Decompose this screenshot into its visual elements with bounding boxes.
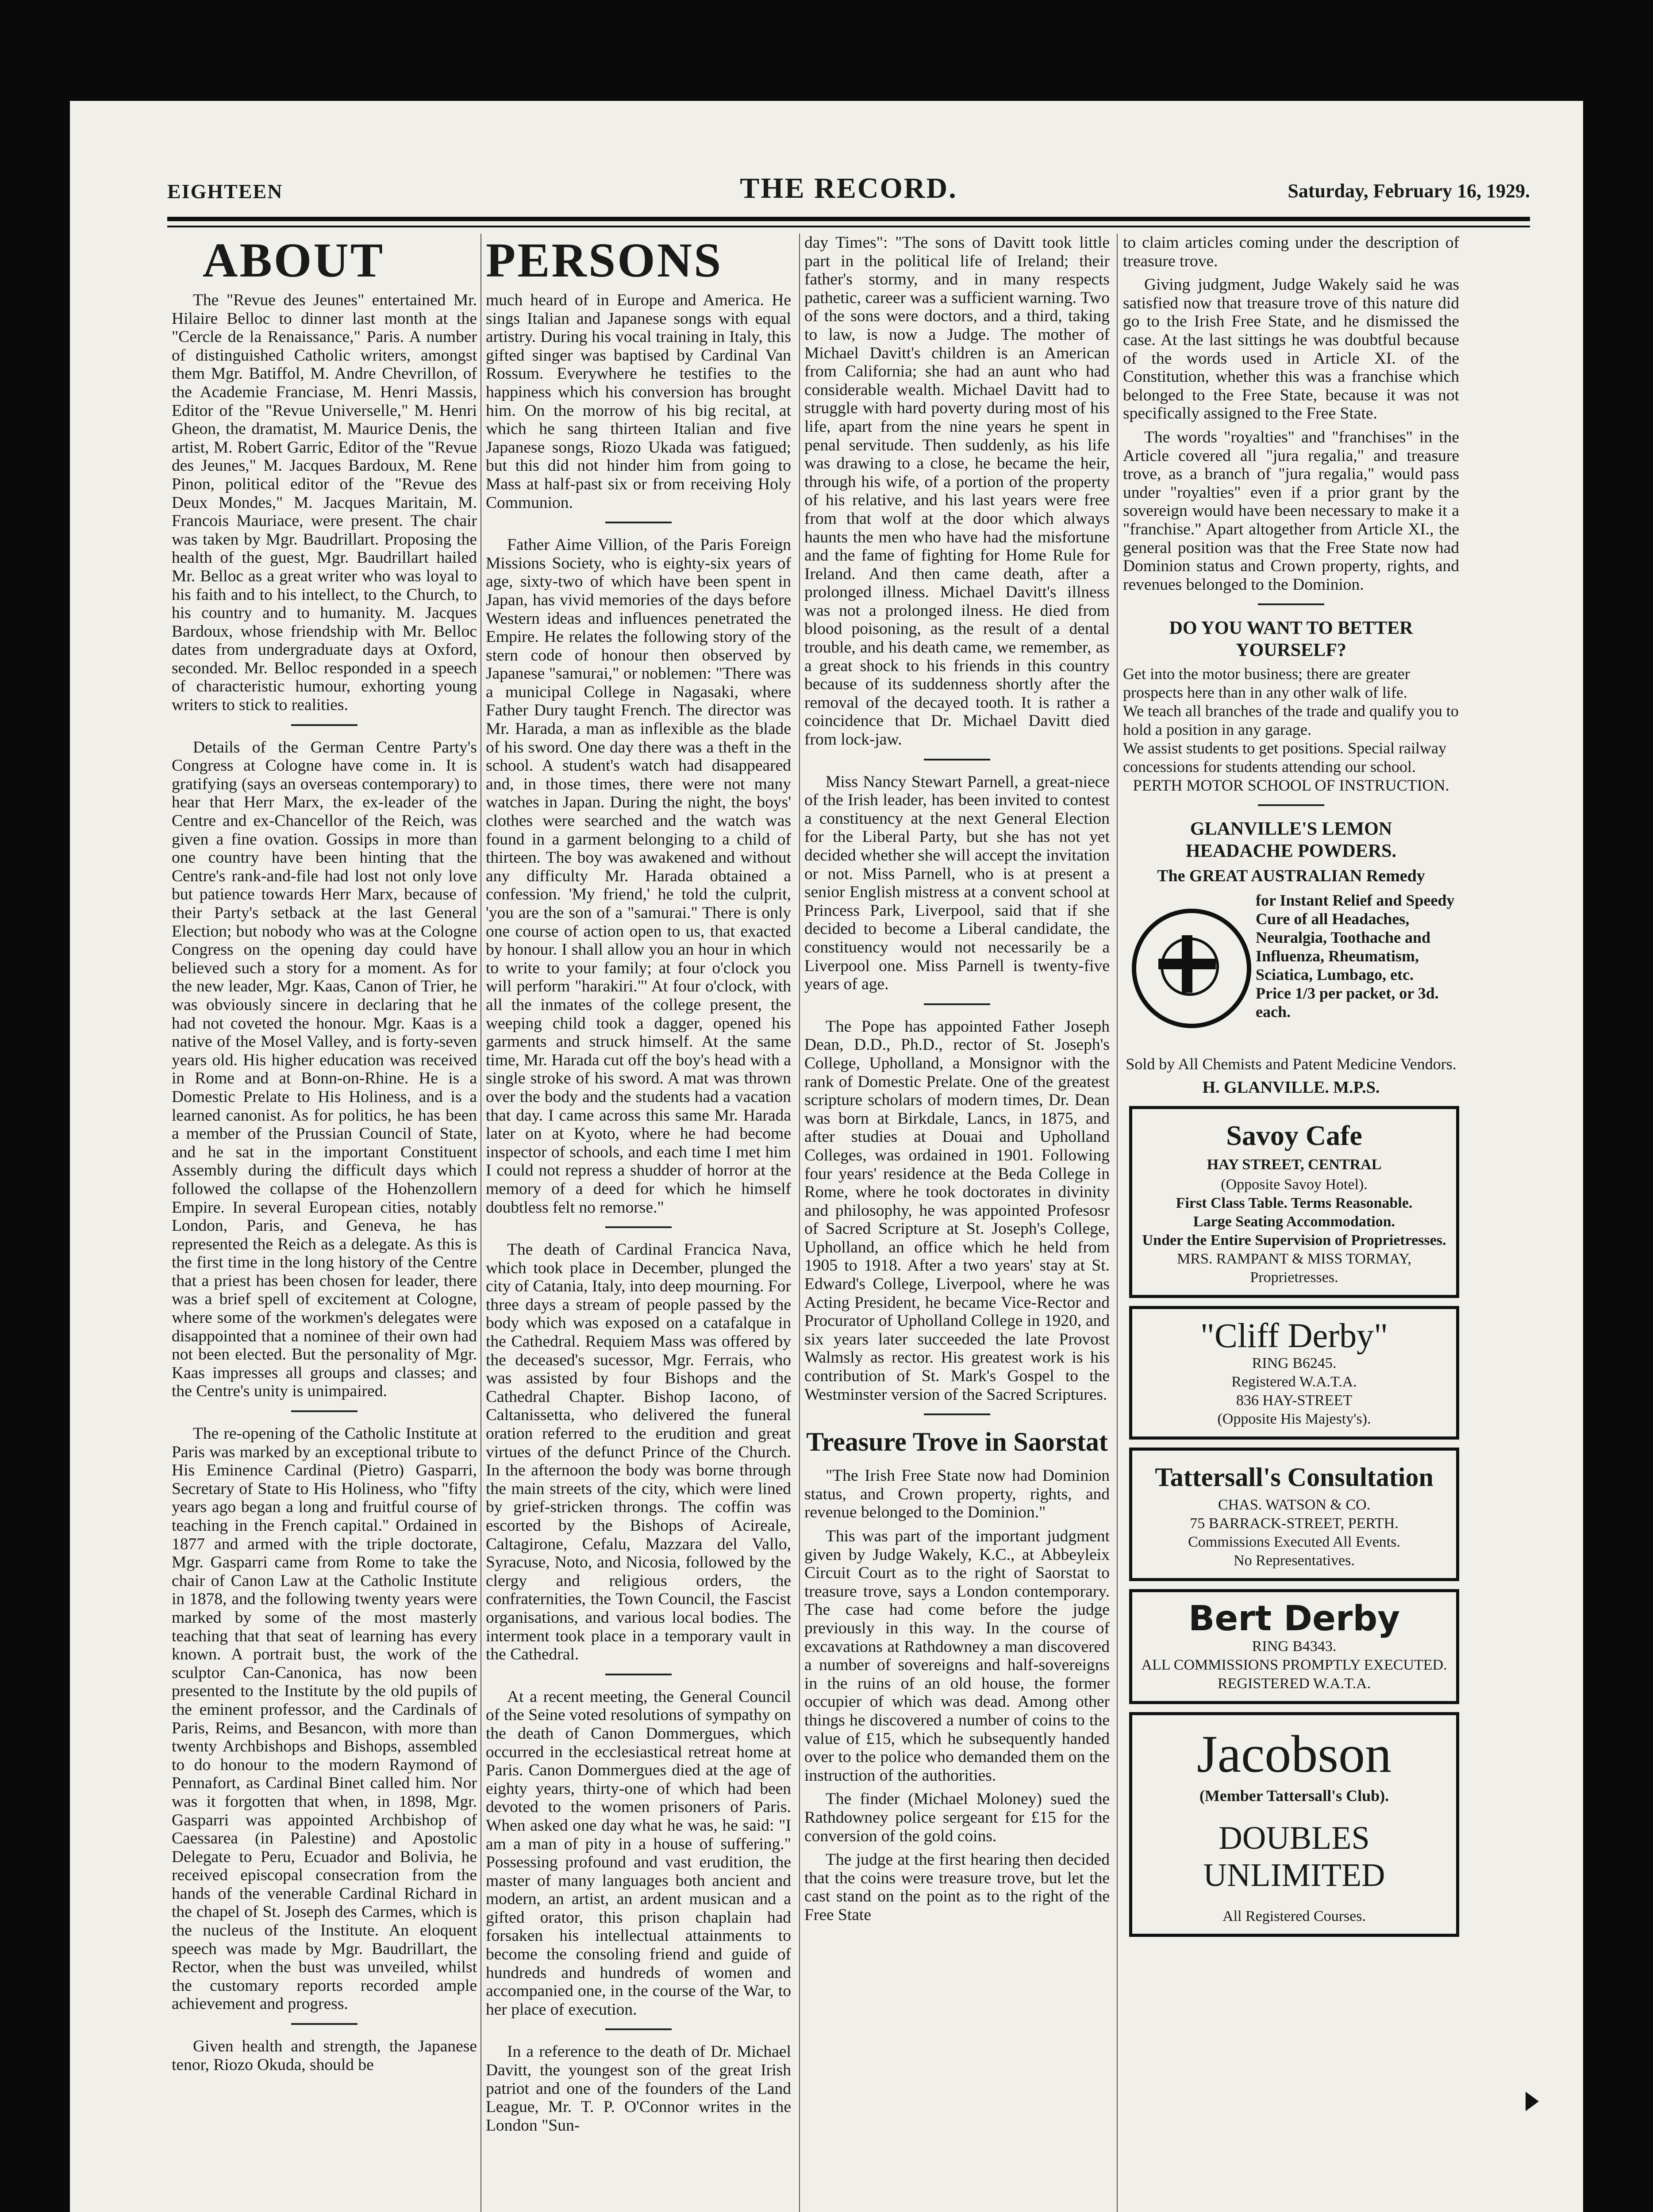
lemon-ad-maker: H. GLANVILLE. M.P.S. — [1202, 1078, 1380, 1097]
separator — [924, 1003, 990, 1005]
paragraph-parnell: Miss Nancy Stewart Parnell, a great-niece of the Irish leader, has been invited to contest a constituency at the next General Election for the Liberal Party, but she has not yet decided whether she will accept the invitation or not. Miss Parnell, who is at present a senior English mistress at a convent school at Princess Park, Liverpool, said that if she decided to become a Liberal candidate, the constituency would not necessarily be a Liverpool one. Miss Parnell is twenty-five years of age. — [804, 772, 1110, 994]
lemon-ad-subheading: The GREAT AUSTRALIAN Remedy — [1157, 867, 1425, 886]
savoy-line: Under the Entire Supervision of Proprietresses. — [1142, 1232, 1446, 1249]
savoy-line: Large Seating Accommodation. — [1193, 1214, 1395, 1230]
paragraph-davitt: day Times": "The sons of Davitt took little part in the political life of Ireland; their father's stormy, and in many respects pathetic, career was a sufficient warning. Two of the sons were doctors, and a third, taking to law, is now a Judge. The mother of Michael Davitt's children is an American from California; she had an aunt who had considerable wealth. Michael Davitt had to struggle with hard poverty during most of his life, apart from the nine years he spent in penal servitude. Then suddenly, as his life was drawing to a close, he became the heir, through his wife, of a portion of the property of his relative, and his last years were free from that wolf at the door which always haunts the men who have had the misfortune and the fame of fighting for Home Rule for Ireland. And then came death, after a prolonged illness. Michael Davitt's illness was not a prolonged ilness. He died from blood poisoning, as the result of a dental trouble, and his death came, we remember, as a great shock to his friends in this country because of its suddenness shortly after the removal of the decayed tooth. It is rather a coincidence that Dr. Michael Davitt died from lock-jaw. — [804, 234, 1110, 749]
page-number: EIGHTEEN — [167, 180, 283, 203]
paragraph-treasure-5: to claim articles coming under the description of treasure trove. — [1123, 234, 1459, 270]
bert-line: REGISTERED W.A.T.A. — [1218, 1675, 1371, 1692]
lemon-powders-ad — [1123, 818, 1459, 1098]
paragraph-treasure-1: "The Irish Free State now had Dominion status, and Crown property, rights, and revenue belonged to the Dominion." — [804, 1467, 1110, 1522]
bert-line: RING B4343. — [1252, 1638, 1337, 1655]
separator — [1258, 804, 1324, 806]
tattersall-line: No Representatives. — [1234, 1552, 1355, 1569]
header-rule-thin — [167, 226, 1530, 227]
lemon-ad-body — [1123, 891, 1459, 1050]
paragraph-treasure-7: The words "royalties" and "franchises" in the Article covered all "jura regalia," and treasure trove, as a branch of "jura regalia," would pass under "royalties" even if a prior grant by the sovereign would have been necessary to make it a "franchise." Apart altogether from Article XI., the general position was that the Free State now had Dominion status and Crown property, rights, and revenues belonged to the Dominion. — [1123, 428, 1459, 594]
separator — [924, 1413, 990, 1415]
paragraph-centre-party: Details of the German Centre Party's Congress at Cologne have come in. It is gratifying (says an overseas contemporary) to hear that Herr Marx, the ex-leader of the Centre and ex-Chancellor of the Reich, was given a fine ovation. Gossips in more than one country have been hinting that the Centre's rank-and-file had lost not only love but patience towards Herr Marx, because of their Party's setback at the last General Election; but nobody who was at the Cologne Congress on the opening day could have believed such a story for a moment. As for the new leader, Mgr. Kaas, Canon of Trier, he was obviously sincere in declaring that he had not coveted the honour. Mgr. Kaas is a native of the Mosel Valley, and is forty-seven years old. His higher education was received in Rome and at Bonn-on-Rhine. He is a Domestic Prelate to His Holiness, and is a learned canonist. As for politics, he has been a member of the Prussian Council of State, and he sat in the important Constituent Assembly during the difficult days which followed the collapse of the Hohenzollern Empire. In several European cities, notably London, Paris, and Geneva, he has represented the Reich as a delegate. As this is the first time in the long history of the Centre that a priest has been chosen for leader, there was a brief spell of excitement at Cologne, where some of the workmen's delegates were disappointed that a nominee of their own had not been elected. But the personality of Mgr. Kaas impresses all groups and classes; and the Centre's unity is unimpaired. — [172, 738, 477, 1401]
paragraph-dean: The Pope has appointed Father Joseph Dean, D.D., Ph.D., rector of St. Joseph's College, Upholland, a Monsignor with the rank of Domestic Prelate. One of the greatest scripture scholars of modern times, Dr. Dean was born at Birkdale, Lancs, in 1875, and after studies at Douai and Upholland Colleges, was ordained in 1901. Following four years' residence at the Beda College in Rome, where he took doctorates in divinity and philosophy, he was appointed Profesosr of Sacred Scripture at St. Joseph's College, Upholland, an office which he held from 1905 to 1918. After a two years' stay at St. Edward's College, Liverpool, where he was Acting President, he became Vice-Rector and Procurator of Upholland College in 1920, and six years later succeeded the late Provost Walmsly as rector. His greatest work is his contribution of St. Mark's Gospel to the Westminster version of the Sacred Scriptures. — [804, 1017, 1110, 1404]
savoy-cafe-name: Savoy Cafe — [1226, 1120, 1362, 1152]
savoy-cafe-ad — [1129, 1106, 1459, 1298]
jacobson-doubles: DOUBLES — [1219, 1820, 1370, 1857]
lemon-ad-sold: Sold by All Chemists and Patent Medicine Vendors. — [1126, 1055, 1457, 1073]
motor-school-ad — [1123, 618, 1459, 795]
separator — [605, 2028, 672, 2030]
paragraph-treasure-3: The finder (Michael Moloney) sued the Rathdowney police sergeant for £15 for the conversion of the gold coins. — [804, 1790, 1110, 1845]
savoy-line: HAY STREET, CENTRAL — [1207, 1156, 1382, 1173]
lemon-ad-heading-2: HEADACHE POWDERS. — [1185, 841, 1397, 862]
savoy-line: First Class Table. Terms Reasonable. — [1176, 1195, 1413, 1212]
about-persons-title-left: ABOUT — [203, 234, 385, 287]
treasure-trove-headline: Treasure Trove in Saorstat — [806, 1427, 1108, 1457]
separator — [1258, 603, 1324, 605]
paragraph-okuda-start: Given health and strength, the Japanese tenor, Riozo Okuda, should be — [172, 2037, 477, 2074]
cliff-line: 836 HAY-STREET — [1236, 1392, 1353, 1409]
separator — [291, 2023, 358, 2025]
tattersall-line: CHAS. WATSON & CO. — [1218, 1497, 1371, 1513]
paragraph-treasure-2: This was part of the important judgment given by Judge Wakely, K.C., at Abbeyleix Circuit Court as to the right of Saorstat to treasure trove, says a London contemporary. The case had come before the judge previously in this way. In the course of excavations at Rathdowney a man discovered a number of sovereigns and half-sovereigns in the ruins of an old house, the former occupier of which was dead. Among other things he discovered a number of coins to the value of £15, which he subsequently handed over to the police who demanded them on the instruction of the authorities. — [804, 1527, 1110, 1785]
paragraph-nava: The death of Cardinal Francica Nava, which took place in December, plunged the city of Catania, Italy, into deep mourning. For three days a stream of people passed by the body which was exposed on a catafalque in the Cathedral. Requiem Mass was offered by the deceased's sucessor, Mgr. Ferrais, who was assisted by four Bishops and the Cathedral Chapter. Bishop Iacono, of Caltanissetta, who delivered the funeral oration referred to the erudition and great virtues of the defunct Prince of the Church. In the afternoon the body was borne through the main streets of the city, which were lined by grief-stricken throngs. The coffin was escorted by the Bishops of Acireale, Caltagirone, Cefalu, Mazzara del Vallo, Syracuse, Noto, and Nicosia, followed by the clergy and religious orders, the confraternities, the Town Council, the Fascist organisations, and various local bodies. The interment took place in a temporary vault in the Cathedral. — [486, 1240, 791, 1664]
newspaper-page — [70, 101, 1583, 2212]
paragraph-treasure-4: The judge at the first hearing then decided that the coins were treasure trove, but let the cast stand on the point as to the right of the Free State — [804, 1851, 1110, 1924]
separator — [924, 759, 990, 760]
separator — [291, 724, 358, 726]
seal-logo-icon — [1132, 909, 1251, 1028]
savoy-line: MRS. RAMPANT & MISS TORMAY, — [1177, 1251, 1411, 1267]
cliff-line: Registered W.A.T.A. — [1231, 1374, 1357, 1390]
motor-ad-name: PERTH MOTOR SCHOOL OF INSTRUCTION. — [1133, 776, 1449, 795]
motor-ad-heading-2: YOURSELF? — [1236, 640, 1346, 661]
motor-ad-text-1: Get into the motor business; there are greater prospects here than in any other walk of life. — [1123, 665, 1410, 702]
jacobson-name: Jacobson — [1197, 1724, 1392, 1784]
paragraph-okuda: much heard of in Europe and America. He sings Italian and Japanese songs with equal artistry. During his vocal training in Italy, this gifted singer was baptised by Cardinal Van Rossum. Everywhere he testifies to the happiness which his conversion has brought him. On the morrow of his big recital, at which he sang thirteen Italian and five Japanese songs, Riozo Ukada was fatigued; but this did not hinder him from going to Mass at half-past six or from receiving Holy Communion. — [486, 291, 791, 512]
paragraph-davitt-start: In a reference to the death of Dr. Michael Davitt, the youngest son of the great Irish patriot and one of the founders of the Land League, Mr. T. P. O'Connor writes in the London "Sun- — [486, 2043, 791, 2135]
lemon-ad-heading: GLANVILLE'S LEMON — [1190, 819, 1392, 840]
cliff-line: RING B6245. — [1252, 1355, 1337, 1372]
cliff-derby-ad — [1129, 1306, 1459, 1440]
column-3 — [804, 234, 1110, 2212]
bert-derby-ad — [1129, 1589, 1459, 1704]
paragraph-treasure-6: Giving judgment, Judge Wakely said he was satisfied now that treasure trove of this nature did go to the Irish Free State, and he dismissed the case. At the last sittings he was doubtful because of the words used in Article XI. of the Constitution, whether this was a franchise which belonged to the Free State, because it was not specifically assigned to the Free State. — [1123, 276, 1459, 423]
paragraph-dommergues: At a recent meeting, the General Council of the Seine voted resolutions of sympathy on the death of Canon Dommergues, which occurred in the ecclesiastical retreat home at Paris. Canon Dommergues died at the age of eighty years, thirty-one of which had been devoted to the women prisoners of Paris. When asked one day what he was, he said: "I am a man of pity in a house of suffering." Possessing profound and vast erudition, the master of many languages both ancient and modern, an artist, an ardent musican and a gifted orator, this prison chaplain had forsaken his intellectual attainments to become the consoling friend and guide of hundreds and hundreds of women and accompanied one, in the course of the War, to her place of execution. — [486, 1687, 791, 2019]
jacobson-unlimited: UNLIMITED — [1203, 1857, 1385, 1894]
separator — [291, 1410, 358, 1412]
tattersall-line: Commissions Executed All Events. — [1188, 1534, 1400, 1551]
tattersall-name: Tattersall's Consultation — [1155, 1463, 1434, 1492]
paragraph-belloc: The "Revue des Jeunes" entertained Mr. Hilaire Belloc to dinner last month at the "Cercle de la Renaissance," Paris. A number of distinguished Catholic writers, amongst them Mgr. Batiffol, M. Andre Chevrillon, of the Academie Franciase, M. Henri Massis, Editor of the "Revue Universelle," M. Henri Gheon, the dramatist, M. Maurice Denis, the artist, M. Robert Garric, Editor of the "Revue des Jeunes," M. Jacques Bardoux, M. Rene Pinon, political editor of the "Revue des Deux Mondes," M. Jacques Maritain, M. Francois Mauriace, were present. The chair was taken by Mgr. Baudrillart. Proposing the health of the guest, Mgr. Baudrillart hailed Mr. Belloc as a great writer who was loyal to his faith and to his intellect, to the Church, to his country and to humanity. M. Jacques Bardoux, whose friendship with Mr. Belloc dates from undergraduate days at Oxford, seconded. Mr. Belloc responded in a speech of characteristic humour, exhorting young writers to stick to realities. — [172, 291, 477, 714]
tattersall-consultation-ad — [1129, 1448, 1459, 1581]
bert-derby-name: Bert Derby — [1188, 1599, 1400, 1639]
cliff-derby-name: "Cliff Derby" — [1200, 1316, 1388, 1355]
pointer-mark-icon — [1526, 2092, 1539, 2111]
motor-ad-heading: DO YOU WANT TO BETTER — [1169, 618, 1413, 639]
savoy-line: Proprietresses. — [1250, 1269, 1338, 1286]
bert-line: ALL COMMISSIONS PROMPTLY EXECUTED. — [1141, 1657, 1447, 1674]
about-persons-title-right: PERSONS — [486, 234, 723, 287]
motor-ad-text-3: We assist students to get positions. Special railway concessions for students attending our school. — [1123, 739, 1447, 776]
lemon-ad-description: for Instant Relief and Speedy Cure of all Headaches, Neuralgia, Toothache and Influenza, Rheumatism, Sciatica, Lumbago, etc. Price 1/3 per packet, or 3d. each. — [1256, 891, 1455, 1021]
separator — [605, 1674, 672, 1675]
separator — [605, 522, 672, 523]
cliff-line: (Opposite His Majesty's). — [1217, 1411, 1371, 1428]
column-1 — [172, 234, 477, 2212]
jacobson-line: (Member Tattersall's Club). — [1199, 1787, 1389, 1805]
column-2 — [486, 234, 791, 2212]
column-rule — [799, 234, 800, 2212]
jacobson-line: All Registered Courses. — [1222, 1908, 1366, 1925]
separator — [605, 1226, 672, 1228]
column-rule — [1117, 234, 1118, 2212]
paragraph-catholic-institute: The re-opening of the Catholic Institute at Paris was marked by an exceptional tribute to His Eminence Cardinal (Pietro) Gasparri, Secretary of State to His Holiness, who "fifty years ago began a long and fruitful course of teaching in the French capital." Ordained in 1877 and armed with the triple doctorate, Mgr. Gasparri came from Rome to take the chair of Canon Law at the Catholic Institute in 1878, and the following twenty years were marked by some of the most masterly teaching that that seat of learning has every known. A portrait bust, the work of the sculptor Can-Canonica, has now been presented to the Institute by the old pupils of the eminent professor, and the Cardinals of Paris, Reims, and Besancon, with more than twenty Archbishops and Bishops, assembled to do honour to the modern Raymond of Pennafort, as Cardinal Binet called him. Nor was it forgotten that when, in 1898, Mgr. Gasparri was appointed Archbishop of Caessarea (in Palestine) and Apostolic Delegate to Peru, Ecuador and Bolivia, he received episcopal consecration from the hands of the venerable Cardinal Richard in the chapel of St. Joseph des Carmes, which is the nucleus of the Institute. An eloquent speech was made by Mgr. Baudrillart, the Rector, when the bust was unveiled, whilst the customary reports recorded ample achievement and progress. — [172, 1425, 477, 2013]
header-rule — [167, 217, 1530, 221]
column-4 — [1123, 234, 1459, 2212]
issue-date: Saturday, February 16, 1929. — [1288, 180, 1530, 202]
masthead: THE RECORD. — [740, 172, 957, 204]
tattersall-line: 75 BARRACK-STREET, PERTH. — [1190, 1515, 1399, 1532]
savoy-line: (Opposite Savoy Hotel). — [1221, 1176, 1368, 1193]
motor-ad-text-2: We teach all branches of the trade and qualify you to hold a position in any garage. — [1123, 702, 1459, 739]
paragraph-villion: Father Aime Villion, of the Paris Foreign Missions Society, who is eighty-six years of age, sixty-two of which have been spent in Japan, has vivid memories of the days before Western ideas and influences penetrated the Empire. He relates the following story of the stern code of honour then observed by Japanese "samurai," or noblemen: "There was a municipal College in Nagasaki, where Father Dury taught French. The director was Mr. Harada, a man as inflexible as the blade of his sword. One day there was a theft in the school. A student's watch had disappeared and, in those times, there were not many watches in Japan. During the night, the boys' clothes were searched and the watch was found in a garment belonging to a child of thirteen. The boy was awakened and without any difficulty Mr. Harada obtained a confession. 'My friend,' he told the culprit, 'you are the son of a "samurai." There is only one course of action open to us, that exacted by honour. I shall allow you an hour in which to write to your family; at four o'clock you will perform "harakiri."' At four o'clock, with all the inmates of the college present, the weeping child took a dagger, opened his garments and struck himself. At the same time, Mr. Harada cut off the boy's head with a single stroke of his sword. A mat was thrown over the body and the students had a vacation that day. I came across this same Mr. Harada later on at Kyoto, where he had become inspector of schools, and each time I met him I could not repress a shudder of horror at the memory of a deed for which he himself doubtless felt no remorse." — [486, 536, 791, 1217]
jacobson-ad — [1129, 1712, 1459, 1937]
page-header — [167, 163, 1530, 211]
